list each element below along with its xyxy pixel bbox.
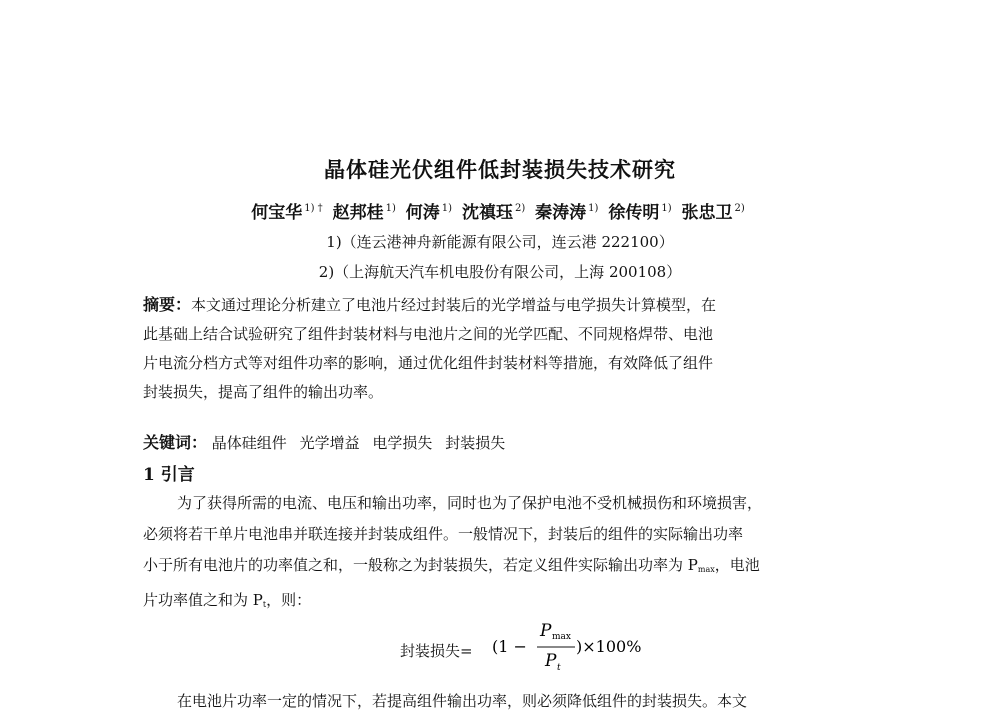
- paragraph-line: 为了获得所需的电流、电压和输出功率，同时也为了保护电池不受机械损伤和环境损害，: [177, 494, 763, 512]
- keyword: 电学损失: [372, 434, 433, 452]
- author-name: 张忠卫: [681, 203, 733, 223]
- keywords-label: 关键词：: [143, 433, 208, 452]
- formula-denominator: P: [545, 651, 557, 671]
- formula-open: (1 −: [492, 637, 527, 656]
- paragraph-text: 小于所有电池片的功率值之和，一般称之为封装损失，若定义组件实际输出功率为 P: [143, 556, 698, 574]
- author-affiliation-mark: 1): [385, 203, 396, 214]
- abstract-line: 此基础上结合试验研究了组件封装材料与电池片之间的光学匹配、不同规格焊带、电池: [143, 325, 714, 343]
- affiliation-2: 2)（上海航天汽车机电股份有限公司，上海 200108）: [318, 263, 682, 281]
- author-affiliation-mark: 1) †: [304, 203, 323, 214]
- paragraph-line: 在电池片功率一定的情况下，若提高组件输出功率，则必须降低组件的封装损失。本文: [177, 692, 748, 710]
- abstract-line: 封装损失，提高了组件的输出功率。: [143, 383, 384, 401]
- author-name: 沈禛珏: [461, 203, 513, 223]
- formula-denominator-sub: t: [557, 663, 561, 673]
- author-affiliation-mark: 1): [588, 203, 599, 214]
- paragraph-text: ，电池: [714, 556, 760, 574]
- section-body: [143, 488, 857, 620]
- author-list: [0, 198, 1000, 223]
- keyword: 晶体硅组件: [211, 434, 287, 452]
- author-name: 徐传明: [608, 203, 660, 223]
- keyword: 光学增益: [299, 434, 360, 452]
- abstract-text: 本文通过理论分析建立了电池片经过封装后的光学增益与电学损失计算模型，在: [191, 296, 717, 314]
- equation: [400, 618, 660, 678]
- subscript-t: t: [262, 600, 267, 609]
- keyword: 封装损失: [445, 434, 506, 452]
- formula-close: )×100%: [576, 637, 642, 656]
- subscript-max: max: [697, 565, 715, 574]
- keywords: [143, 430, 513, 453]
- paragraph-text: 片功率值之和为 P: [143, 591, 263, 609]
- abstract-label: 摘要：: [143, 295, 192, 314]
- author-name: 赵邦桂: [332, 203, 384, 223]
- section-heading: 1 引言: [143, 465, 195, 485]
- paper-title: 晶体硅光伏组件低封装损失技术研究: [324, 157, 676, 182]
- author-affiliation-mark: 2): [734, 203, 745, 214]
- formula-numerator-sub: max: [552, 632, 571, 642]
- abstract-line: 片电流分档方式等对组件功率的影响，通过优化组件封装材料等措施，有效降低了组件: [143, 354, 714, 372]
- abstract-line: [143, 290, 833, 320]
- author-name: 何宝华: [251, 203, 303, 223]
- abstract: [143, 290, 833, 407]
- fraction-formula: [490, 618, 650, 678]
- author-affiliation-mark: 1): [441, 203, 453, 214]
- formula-numerator: P: [540, 621, 552, 641]
- paragraph-line: [143, 550, 857, 585]
- author-affiliation-mark: 2): [514, 203, 526, 214]
- author-affiliation-mark: 1): [661, 203, 672, 214]
- author-name: 秦涛涛: [535, 203, 587, 223]
- equation-label: 封装损失=: [400, 642, 473, 660]
- paragraph-text: ，则：: [266, 591, 312, 609]
- paragraph-line: 必须将若干单片电池串并联连接并封装成组件。一般情况下，封装后的组件的实际输出功率: [143, 525, 744, 543]
- author-name: 何涛: [405, 203, 440, 223]
- affiliation-1: 1)（连云港神舟新能源有限公司，连云港 222100）: [326, 233, 674, 251]
- paragraph-line: [143, 585, 857, 620]
